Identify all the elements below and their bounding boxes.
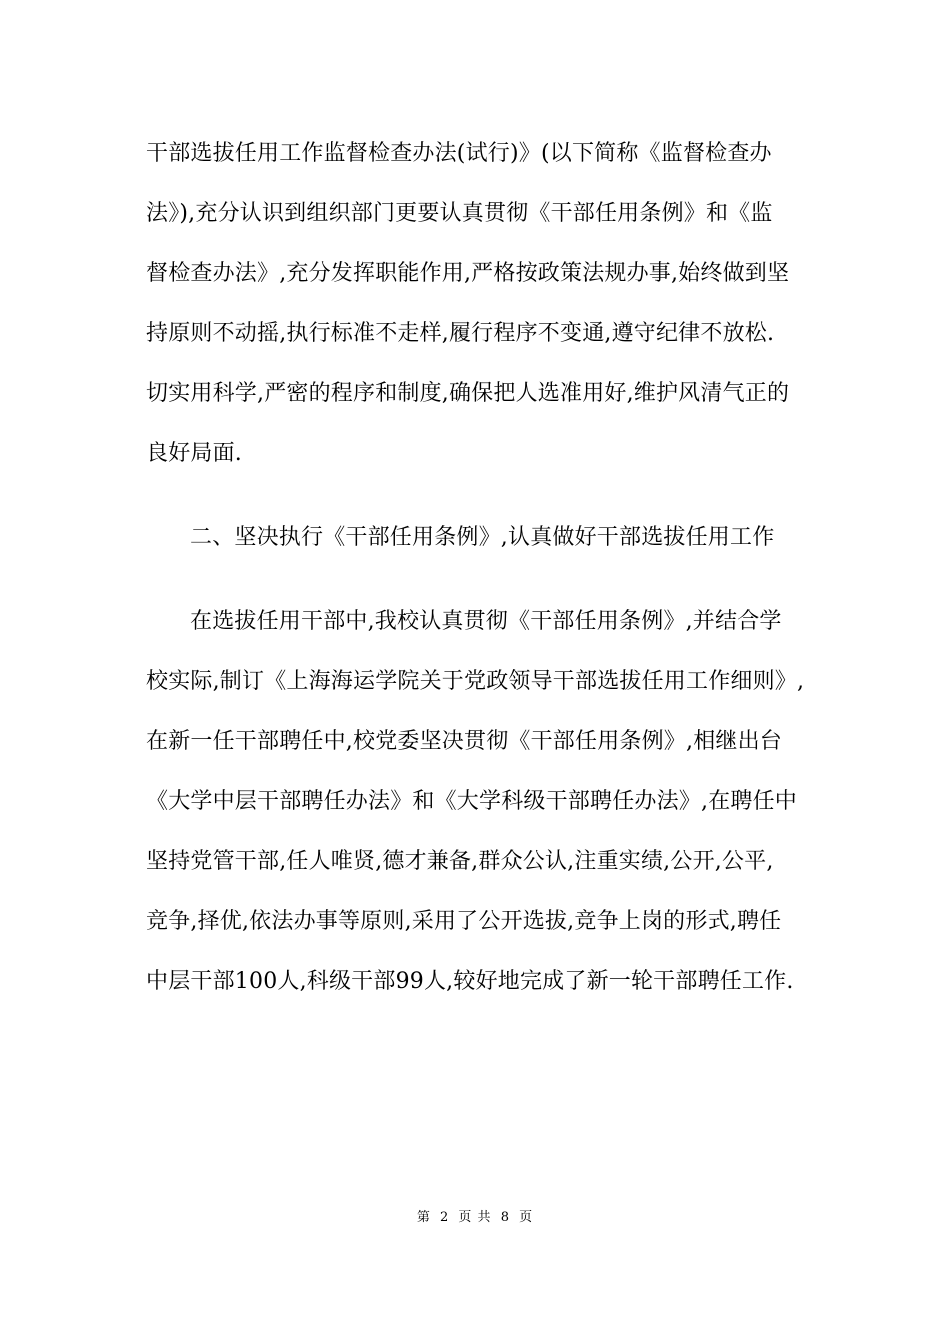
paragraph-gap [146,568,826,592]
paragraph-1-line-3: 督检查办法》,充分发挥职能作用,严格按政策法规办事,始终做到坚 [146,261,790,286]
paragraph-1-line-4: 持原则不动摇,执行标准不走样,履行程序不变通,遵守纪律不放松. [146,321,775,346]
paragraph-1 [146,124,826,484]
footer-current-page: 2 [440,1210,450,1225]
paragraph-2 [146,592,826,1012]
paragraph-1-line-6: 良好局面. [146,441,242,466]
paragraph-2-line-1: 在选拔任用干部中,我校认真贯彻《干部任用条例》,并结合学 [190,609,782,634]
footer-total-pages: 8 [500,1210,510,1225]
paragraph-2-line-2: 校实际,制订《上海海运学院关于党政领导干部选拔任用工作细则》, [146,669,805,694]
paragraph-2-line-7: 中层干部100人,科级干部99人,较好地完成了新一轮干部聘任工作. [146,969,794,994]
paragraph-2-line-5: 坚持党管干部,任人唯贤,德才兼备,群众公认,注重实绩,公开,公平, [146,849,774,874]
document-body [146,124,826,1012]
footer-prefix: 第 [416,1210,431,1225]
footer-suffix: 页 [519,1210,534,1225]
paragraph-gap [146,484,826,508]
section-heading-2: 二、坚决执行《干部任用条例》,认真做好干部选拔任用工作 [190,525,775,550]
paragraph-1-line-2: 法》),充分认识到组织部门更要认真贯彻《干部任用条例》和《监 [146,201,773,226]
paragraph-2-line-3: 在新一任干部聘任中,校党委坚决贯彻《干部任用条例》,相继出台 [146,729,782,754]
paragraph-2-line-4: 《大学中层干部聘任办法》和《大学科级干部聘任办法》,在聘任中 [146,789,797,814]
footer-middle: 页 共 [458,1210,492,1225]
paragraph-1-line-1: 干部选拔任用工作监督检查办法(试行)》(以下简称《监督检查办 [146,141,772,166]
paragraph-2-line-6: 竞争,择优,依法办事等原则,采用了公开选拔,竞争上岗的形式,聘任 [146,909,782,934]
paragraph-1-line-5: 切实用科学,严密的程序和制度,确保把人选准用好,维护风清气正的 [146,381,790,406]
page-footer [0,1206,950,1225]
